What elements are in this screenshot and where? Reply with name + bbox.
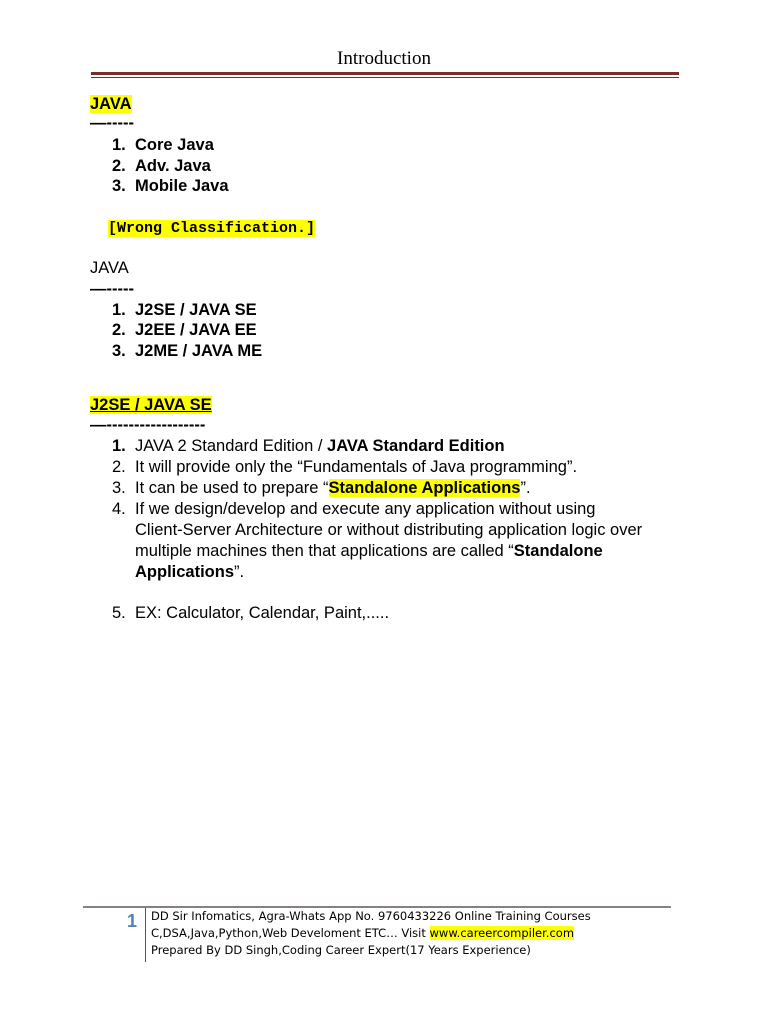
section3-item1: JAVA 2 Standard Edition / JAVA Standard Edition — [135, 437, 505, 455]
section3-item2: It will provide only the “Fundamentals of Java programming”. — [135, 458, 578, 476]
section1-item-adv-java: Adv. Java — [135, 157, 211, 175]
header-rule-thick — [91, 72, 679, 75]
page-number: 1 — [127, 911, 138, 931]
section3-item4-line3: multiple machines then that applications are called “Standalone — [135, 542, 603, 560]
section3-heading: J2SE / JAVA SE — [90, 396, 212, 414]
section1-item-mobile-java: Mobile Java — [135, 177, 229, 195]
list-number: 1. — [112, 136, 126, 154]
section3-item4-line2: Client-Server Architecture or without distributing application logic over — [135, 521, 643, 539]
list-number: 1. — [112, 437, 126, 455]
section3-item5: EX: Calculator, Calendar, Paint,..... — [135, 604, 390, 622]
list-number: 2. — [112, 321, 126, 339]
list-number: 4. — [112, 500, 126, 518]
section3-item3: It can be used to prepare “Standalone Applications”. — [135, 479, 531, 497]
section3-item4-line1: If we design/develop and execute any application without using — [135, 500, 596, 518]
header-rule-thin — [91, 77, 679, 78]
website-link[interactable]: www.careercompiler.com — [429, 926, 575, 940]
section2-heading: JAVA — [90, 259, 129, 277]
list-number: 5. — [112, 604, 126, 622]
section2-item-j2me: J2ME / JAVA ME — [135, 342, 263, 360]
section1-item-core-java: Core Java — [135, 136, 214, 154]
footer-line3: Prepared By DD Singh,Coding Career Expert(17 Years Experience) — [151, 943, 531, 957]
footer-line2: C,DSA,Java,Python,Web Develoment ETC… Visit www.careercompiler.com — [151, 926, 575, 940]
section3-dashes: —------------------ — [90, 416, 206, 434]
section2-item-j2ee: J2EE / JAVA EE — [135, 321, 257, 339]
section3-item4-line4: Applications”. — [135, 563, 245, 581]
page-header-title: Introduction — [337, 48, 431, 69]
list-number: 3. — [112, 177, 126, 195]
footer-divider — [145, 908, 146, 962]
list-number: 2. — [112, 157, 126, 175]
section2-dashes: —----- — [90, 280, 134, 298]
section1-heading: JAVA — [90, 95, 132, 113]
section1-dashes: —----- — [90, 114, 134, 132]
list-number: 2. — [112, 458, 126, 476]
list-number: 1. — [112, 301, 126, 319]
section2-item-j2se: J2SE / JAVA SE — [135, 301, 257, 319]
wrong-classification-note: [Wrong Classification.] — [108, 220, 316, 237]
footer-line1: DD Sir Infomatics, Agra-Whats App No. 9760433226 Online Training Courses — [151, 909, 591, 923]
list-number: 3. — [112, 342, 126, 360]
list-number: 3. — [112, 479, 126, 497]
